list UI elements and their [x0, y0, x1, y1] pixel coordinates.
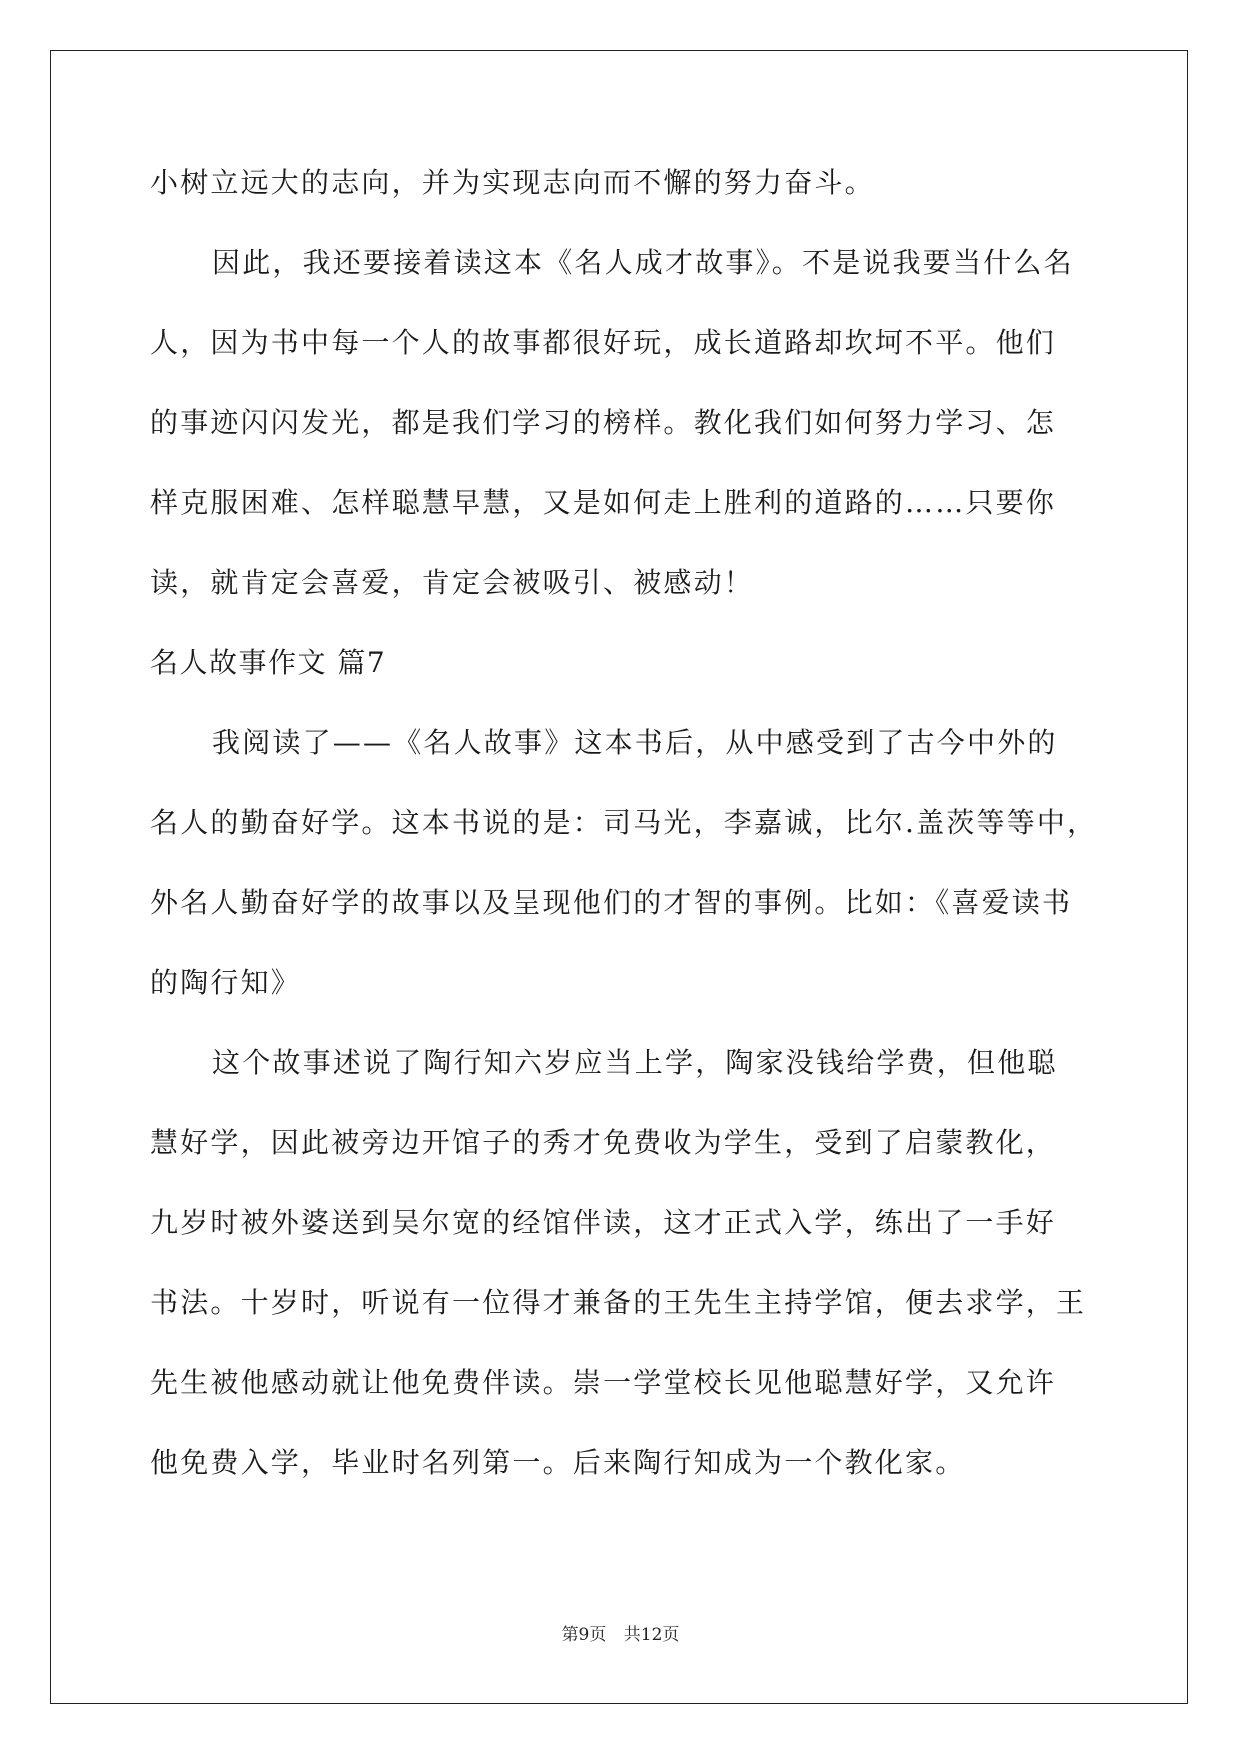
text-line: 小树立远大的志向，并为实现志向而不懈的努力奋斗。 [150, 166, 875, 199]
text-line: 名人的勤奋好学。这本书说的是：司马光，李嘉诚，比尔.盖茨等等中， [150, 806, 1098, 839]
text-line: 他免费入学，毕业时名列第一。后来陶行知成为一个教化家。 [150, 1446, 966, 1479]
text-line: 先生被他感动就让他免费伴读。崇一学堂校长见他聪慧好学，又允许 [150, 1366, 1057, 1399]
text-line: 的事迹闪闪发光，都是我们学习的榜样。教化我们如何努力学习、怎 [150, 406, 1057, 439]
text-line: 读，就肯定会喜爱，肯定会被吸引、被感动！ [150, 566, 755, 599]
text-line: 书法。十岁时，听说有一位得才兼备的王先生主持学馆，便去求学，王 [150, 1286, 1087, 1319]
page-total: 共12页 [623, 1625, 680, 1645]
text-line: 的陶行知》 [150, 966, 302, 999]
text-line: 人，因为书中每一个人的故事都很好玩，成长道路却坎坷不平。他们 [150, 326, 1057, 359]
text-line: 外名人勤奋好学的故事以及呈现他们的才智的事例。比如：《喜爱读书 [150, 886, 1073, 919]
text-line: 九岁时被外婆送到吴尔宽的经馆伴读，这才正式入学，练出了一手好 [150, 1206, 1057, 1239]
text-line: 慧好学，因此被旁边开馆子的秀才免费收为学生，受到了启蒙教化， [150, 1126, 1057, 1159]
page-number: 第9页 [561, 1625, 607, 1645]
paragraph-start: 因此，我还要接着读这本《名人成才故事》。不是说我要当什么名 [212, 246, 1074, 279]
section-heading: 名人故事作文 篇7 [150, 646, 387, 679]
text-line: 样克服困难、怎样聪慧早慧，又是如何走上胜利的道路的……只要你 [150, 486, 1057, 519]
page-footer [0, 1620, 1241, 1645]
document-body [150, 163, 1098, 1523]
paragraph-start: 这个故事述说了陶行知六岁应当上学，陶家没钱给学费，但他聪 [212, 1046, 1058, 1079]
paragraph-start: 我阅读了——《名人故事》这本书后，从中感受到了古今中外的 [212, 726, 1058, 759]
